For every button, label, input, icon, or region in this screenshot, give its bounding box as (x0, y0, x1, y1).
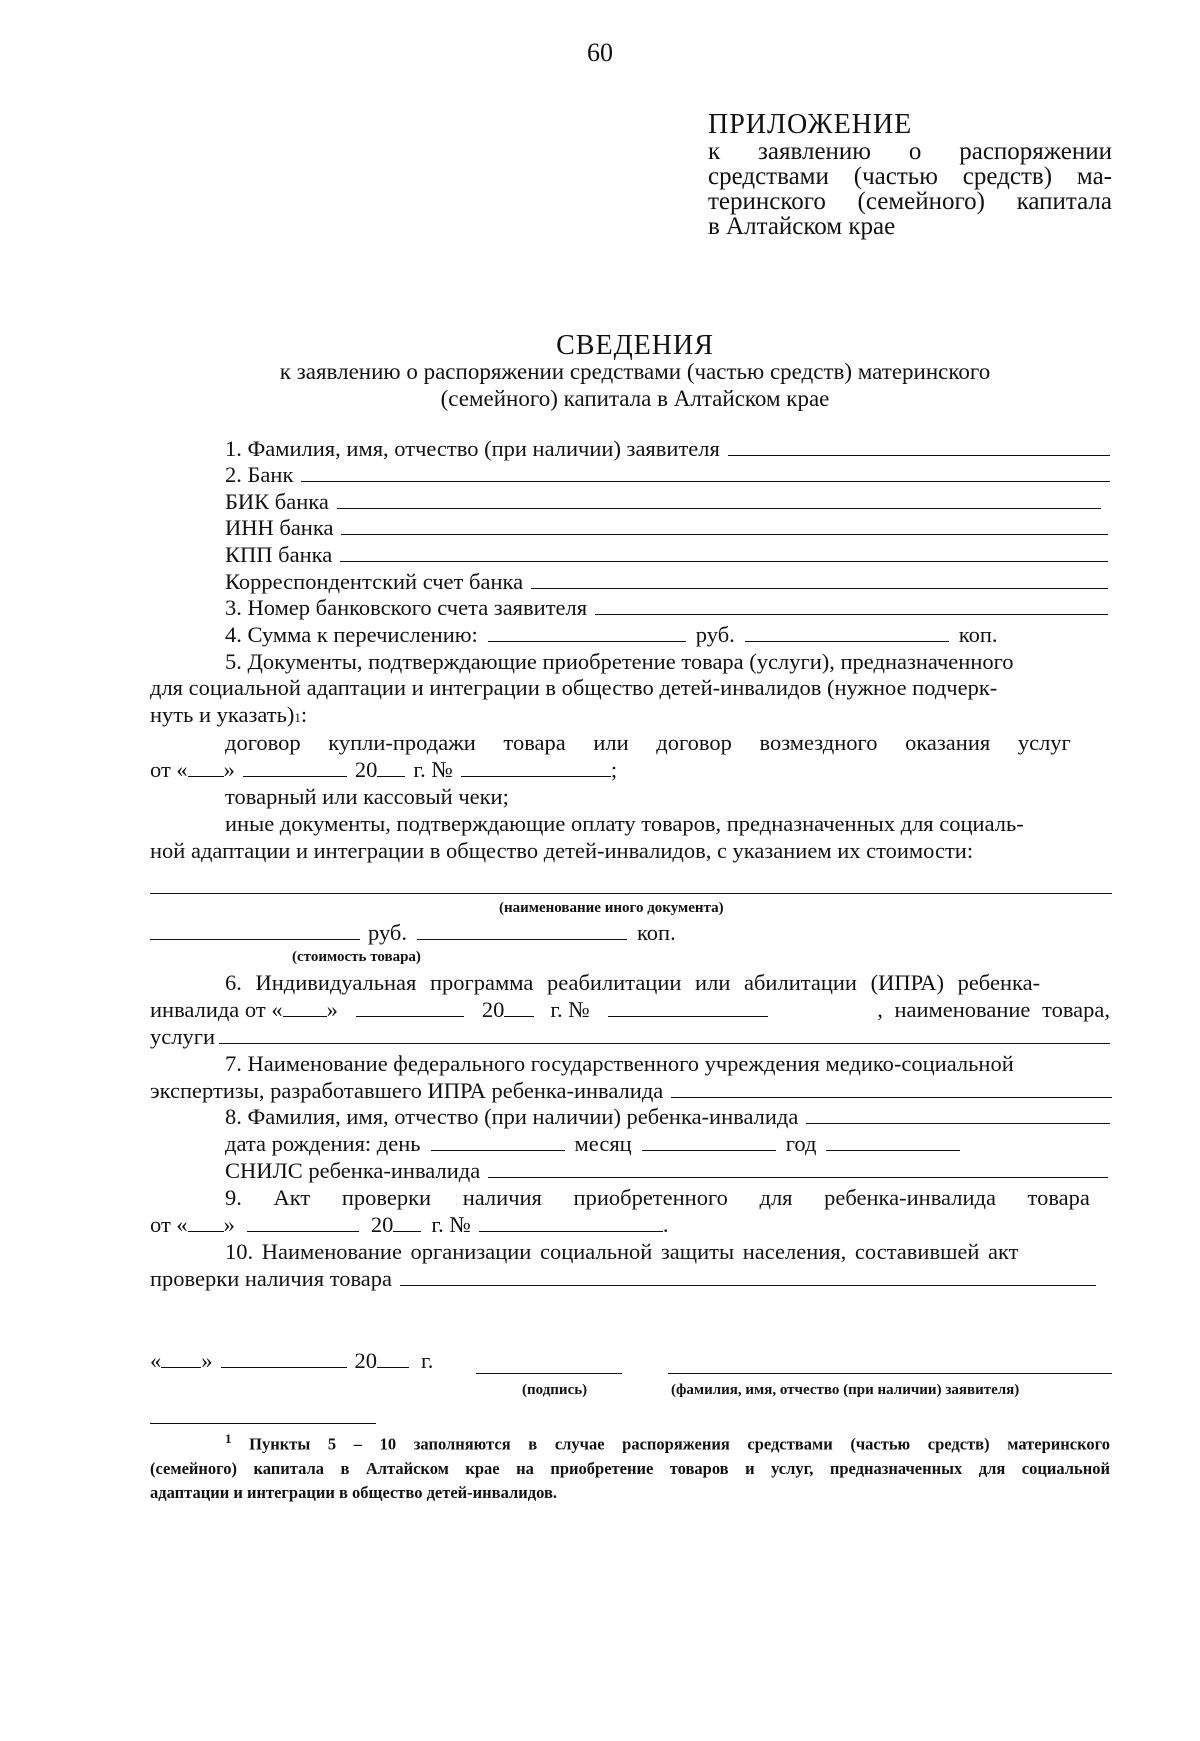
footnote-line-2: (семейного) капитала в Алтайском крае на приобретение товаров и услуг, предназначенных для социальной (150, 1458, 1110, 1478)
sign-year20: 20 (354, 1348, 377, 1373)
appendix-block (708, 109, 1112, 240)
footnote-line-3: адаптации и интеграции в общество детей-инвалидов. (150, 1482, 557, 1502)
appendix-title: ПРИЛОЖЕНИЕ (708, 109, 913, 140)
item5-line-2 (150, 675, 1110, 701)
item8-fio (225, 1104, 1110, 1130)
item5-other-docs-1 (225, 811, 1110, 837)
ipra-month-input-line[interactable] (356, 998, 464, 1017)
item5-line-2-text: для социальной адаптации и интеграции в общество детей-инвалидов (нужное подчерк- (150, 675, 998, 700)
field-bank (225, 462, 1110, 488)
field-kpp-label: КПП банка (225, 542, 333, 567)
field-bank-label: 2. Банк (225, 462, 294, 487)
field-bik (225, 489, 1101, 515)
signature-date (150, 1348, 433, 1374)
act-g-no: г. № (431, 1212, 471, 1237)
signature-caption: (подпись) (522, 1382, 588, 1398)
item5-contract (225, 730, 1110, 756)
item5-contract-date (150, 757, 617, 783)
corr-account-input-line[interactable] (531, 570, 1108, 589)
sum-kop-label: коп. (958, 622, 998, 647)
contract-g-no: г. № (413, 757, 453, 782)
item9-line-2 (150, 1212, 668, 1238)
footnote (150, 1427, 1110, 1505)
ipra-quote-close: » (326, 997, 338, 1022)
field-corr-account (225, 569, 1108, 595)
ipra-g-no: г. № (550, 997, 590, 1022)
item6-line-1 (225, 970, 1110, 996)
act-period: . (662, 1212, 669, 1237)
act-quote-close: » (223, 1212, 235, 1237)
cost-rub-label: руб. (368, 920, 407, 945)
field-fio-applicant (225, 436, 1110, 462)
snils-label: СНИЛС ребенка-инвалида (225, 1158, 481, 1183)
field-kpp (225, 542, 1108, 568)
footnote-line-1 (150, 1427, 1110, 1457)
sign-month-input-line[interactable] (221, 1349, 347, 1368)
item5-receipts (225, 784, 509, 810)
ipra-day-input-line[interactable] (283, 998, 327, 1017)
field-fio-applicant-label: 1. Фамилия, имя, отчество (при наличии) заявителя (225, 436, 720, 461)
item5-other-docs-2 (150, 838, 973, 864)
item6-line-1-text: 6. Индивидуальная программа реабилитации или абилитации (ИПРА) ребенка- (225, 970, 1041, 995)
act-day-input-line[interactable] (188, 1213, 224, 1232)
footnote-mark: 1 (225, 1431, 232, 1446)
item8-birth (225, 1131, 960, 1157)
bank-input-line[interactable] (301, 463, 1110, 482)
act-year-input-line[interactable] (393, 1213, 421, 1232)
mse-institution-input-line[interactable] (671, 1079, 1112, 1098)
sign-close-quote: » (201, 1348, 213, 1373)
field-account-number-label: 3. Номер банковского счета заявителя (225, 595, 588, 620)
field-corr-account-label: Корреспондентский счет банка (225, 569, 524, 594)
contract-month-input-line[interactable] (243, 758, 347, 777)
item6-line-3 (150, 1024, 1110, 1050)
item10-line-2 (150, 1266, 1096, 1292)
sum-rub-label: руб. (695, 622, 735, 647)
document-title: СВЕДЕНИЯ (556, 330, 714, 361)
doc-name-caption: (наименование иного документа) (499, 900, 724, 916)
birth-month-label: месяц (574, 1131, 632, 1156)
ipra-year20: 20 (481, 997, 505, 1022)
act-number-input-line[interactable] (479, 1213, 663, 1232)
item9-line-1-text: 9. Акт проверки наличия приобретенного для ребенка-инвалида товара (225, 1185, 1090, 1210)
item9-line-1 (225, 1185, 1110, 1211)
item10-line-1 (225, 1239, 1110, 1265)
item10-line-2-text: проверки наличия товара (150, 1266, 393, 1291)
cost-rub-input-line[interactable] (150, 921, 360, 940)
item5-contract-text: договор купли-продажи товара или договор возмездного оказания услуг (225, 730, 1071, 755)
birth-month-input-line[interactable] (642, 1132, 776, 1151)
sign-year-input-line[interactable] (377, 1349, 409, 1368)
item6-services-label: услуги (150, 1024, 215, 1049)
child-fio-input-line[interactable] (806, 1105, 1110, 1124)
item7-line-1-text: 7. Наименование федерального государственного учреждения медико-социальной (225, 1051, 1014, 1076)
contract-day-input-line[interactable] (188, 758, 224, 777)
item6-line-2 (150, 997, 1110, 1023)
cost-caption: (стоимость товара) (292, 949, 421, 965)
bik-input-line[interactable] (337, 490, 1101, 509)
footnote-line-1-text: Пункты 5 – 10 заполняются в случае распоряжения средствами (частью средств) материнского (249, 1434, 1110, 1454)
item8-snils (225, 1158, 1108, 1184)
field-inn-label: ИНН банка (225, 515, 334, 540)
item6-invalid-from: инвалида от « (150, 997, 283, 1022)
ipra-name-goods: , наименование товара, (877, 997, 1110, 1022)
field-sum-label: 4. Сумма к перечислению: (225, 622, 478, 647)
contract-year20: 20 (354, 757, 378, 782)
item5-line-3-text: нуть и указать) (150, 702, 295, 727)
snils-input-line[interactable] (488, 1159, 1108, 1178)
item5-line-3: нуть и указать) 1 : (150, 702, 307, 731)
contract-year-input-line[interactable] (377, 758, 405, 777)
item10-line-1-text: 10. Наименование организации социальной защиты населения, составившей акт (225, 1239, 1019, 1264)
item5-cost (150, 920, 676, 946)
item7-line-1 (225, 1051, 1110, 1077)
inn-input-line[interactable] (341, 516, 1108, 535)
birth-year-label: год (785, 1131, 817, 1156)
birth-day-input-line[interactable] (431, 1132, 565, 1151)
item5-receipts-text: товарный или кассовый чеки; (225, 784, 509, 809)
signature-input-line[interactable] (476, 1373, 622, 1374)
act-month-input-line[interactable] (247, 1213, 359, 1232)
kpp-input-line[interactable] (340, 543, 1108, 562)
item5-other-docs-1-text: иные документы, подтверждающие оплату товаров, предназначенных для социаль- (225, 811, 1024, 836)
appendix-line-2: средствами (частью средств) ма- (708, 163, 1112, 190)
field-account-number (225, 595, 1108, 621)
ipra-number-input-line[interactable] (608, 998, 768, 1017)
account-number-input-line[interactable] (595, 596, 1108, 615)
subtitle-line-2: (семейного) капитала в Алтайском крае (440, 386, 830, 411)
page-number: 60 (587, 38, 613, 67)
fio-applicant-input-line[interactable] (728, 437, 1110, 456)
ipra-year-input-line[interactable] (504, 998, 534, 1017)
contract-number-input-line[interactable] (461, 758, 611, 777)
appendix-line-4: в Алтайском крае (708, 213, 896, 240)
footnote-separator (150, 1423, 376, 1424)
appendix-line-1: к заявлению о распоряжении (708, 138, 1112, 165)
contract-from-label: от « (150, 757, 188, 782)
appendix-line-3: теринского (семейного) капитала (708, 188, 1112, 215)
cost-kop-label: коп. (636, 920, 676, 945)
applicant-fio-sign-input-line[interactable] (668, 1373, 1112, 1374)
item8-fio-label: 8. Фамилия, имя, отчество (при наличии) ребенка-инвалида (225, 1104, 799, 1129)
field-sum (225, 622, 998, 648)
subtitle-line-1: к заявлению о распоряжении средствами (частью средств) материнского (279, 359, 991, 384)
sum-rub-input-line[interactable] (488, 623, 686, 642)
document-subtitle (150, 358, 1120, 412)
other-doc-name-input-line[interactable] (150, 893, 1112, 894)
sum-kop-input-line[interactable] (745, 623, 949, 642)
item5-line-1-text: 5. Документы, подтверждающие приобретение товара (услуги), предназначенного (225, 649, 1014, 674)
contract-quote-close: » (223, 757, 235, 782)
footnote-ref: 1 (294, 710, 301, 725)
ipra-services-input-line[interactable] (219, 1025, 1110, 1044)
field-inn (225, 515, 1108, 541)
act-year20: 20 (370, 1212, 394, 1237)
act-from-label: от « (150, 1212, 188, 1237)
cost-kop-input-line[interactable] (417, 921, 627, 940)
sign-g: г. (421, 1348, 434, 1373)
field-bik-label: БИК банка (225, 489, 329, 514)
sign-open-quote: « (150, 1348, 162, 1373)
item5-line-1 (225, 649, 1110, 675)
item5-other-docs-2-text: ной адаптации и интеграции в общество детей-инвалидов, с указанием их стоимости: (150, 838, 974, 863)
sign-day-input-line[interactable] (161, 1349, 201, 1368)
item7-line-2 (150, 1078, 1112, 1104)
applicant-fio-caption: (фамилия, имя, отчество (при наличии) заявителя) (671, 1382, 1020, 1398)
birth-year-input-line[interactable] (826, 1132, 960, 1151)
birth-day-label: дата рождения: день (225, 1131, 421, 1156)
item7-line-2-text: экспертизы, разработавшего ИПРА ребенка-инвалида (150, 1078, 664, 1103)
contract-semicolon: ; (610, 757, 618, 782)
social-org-input-line[interactable] (400, 1267, 1096, 1286)
